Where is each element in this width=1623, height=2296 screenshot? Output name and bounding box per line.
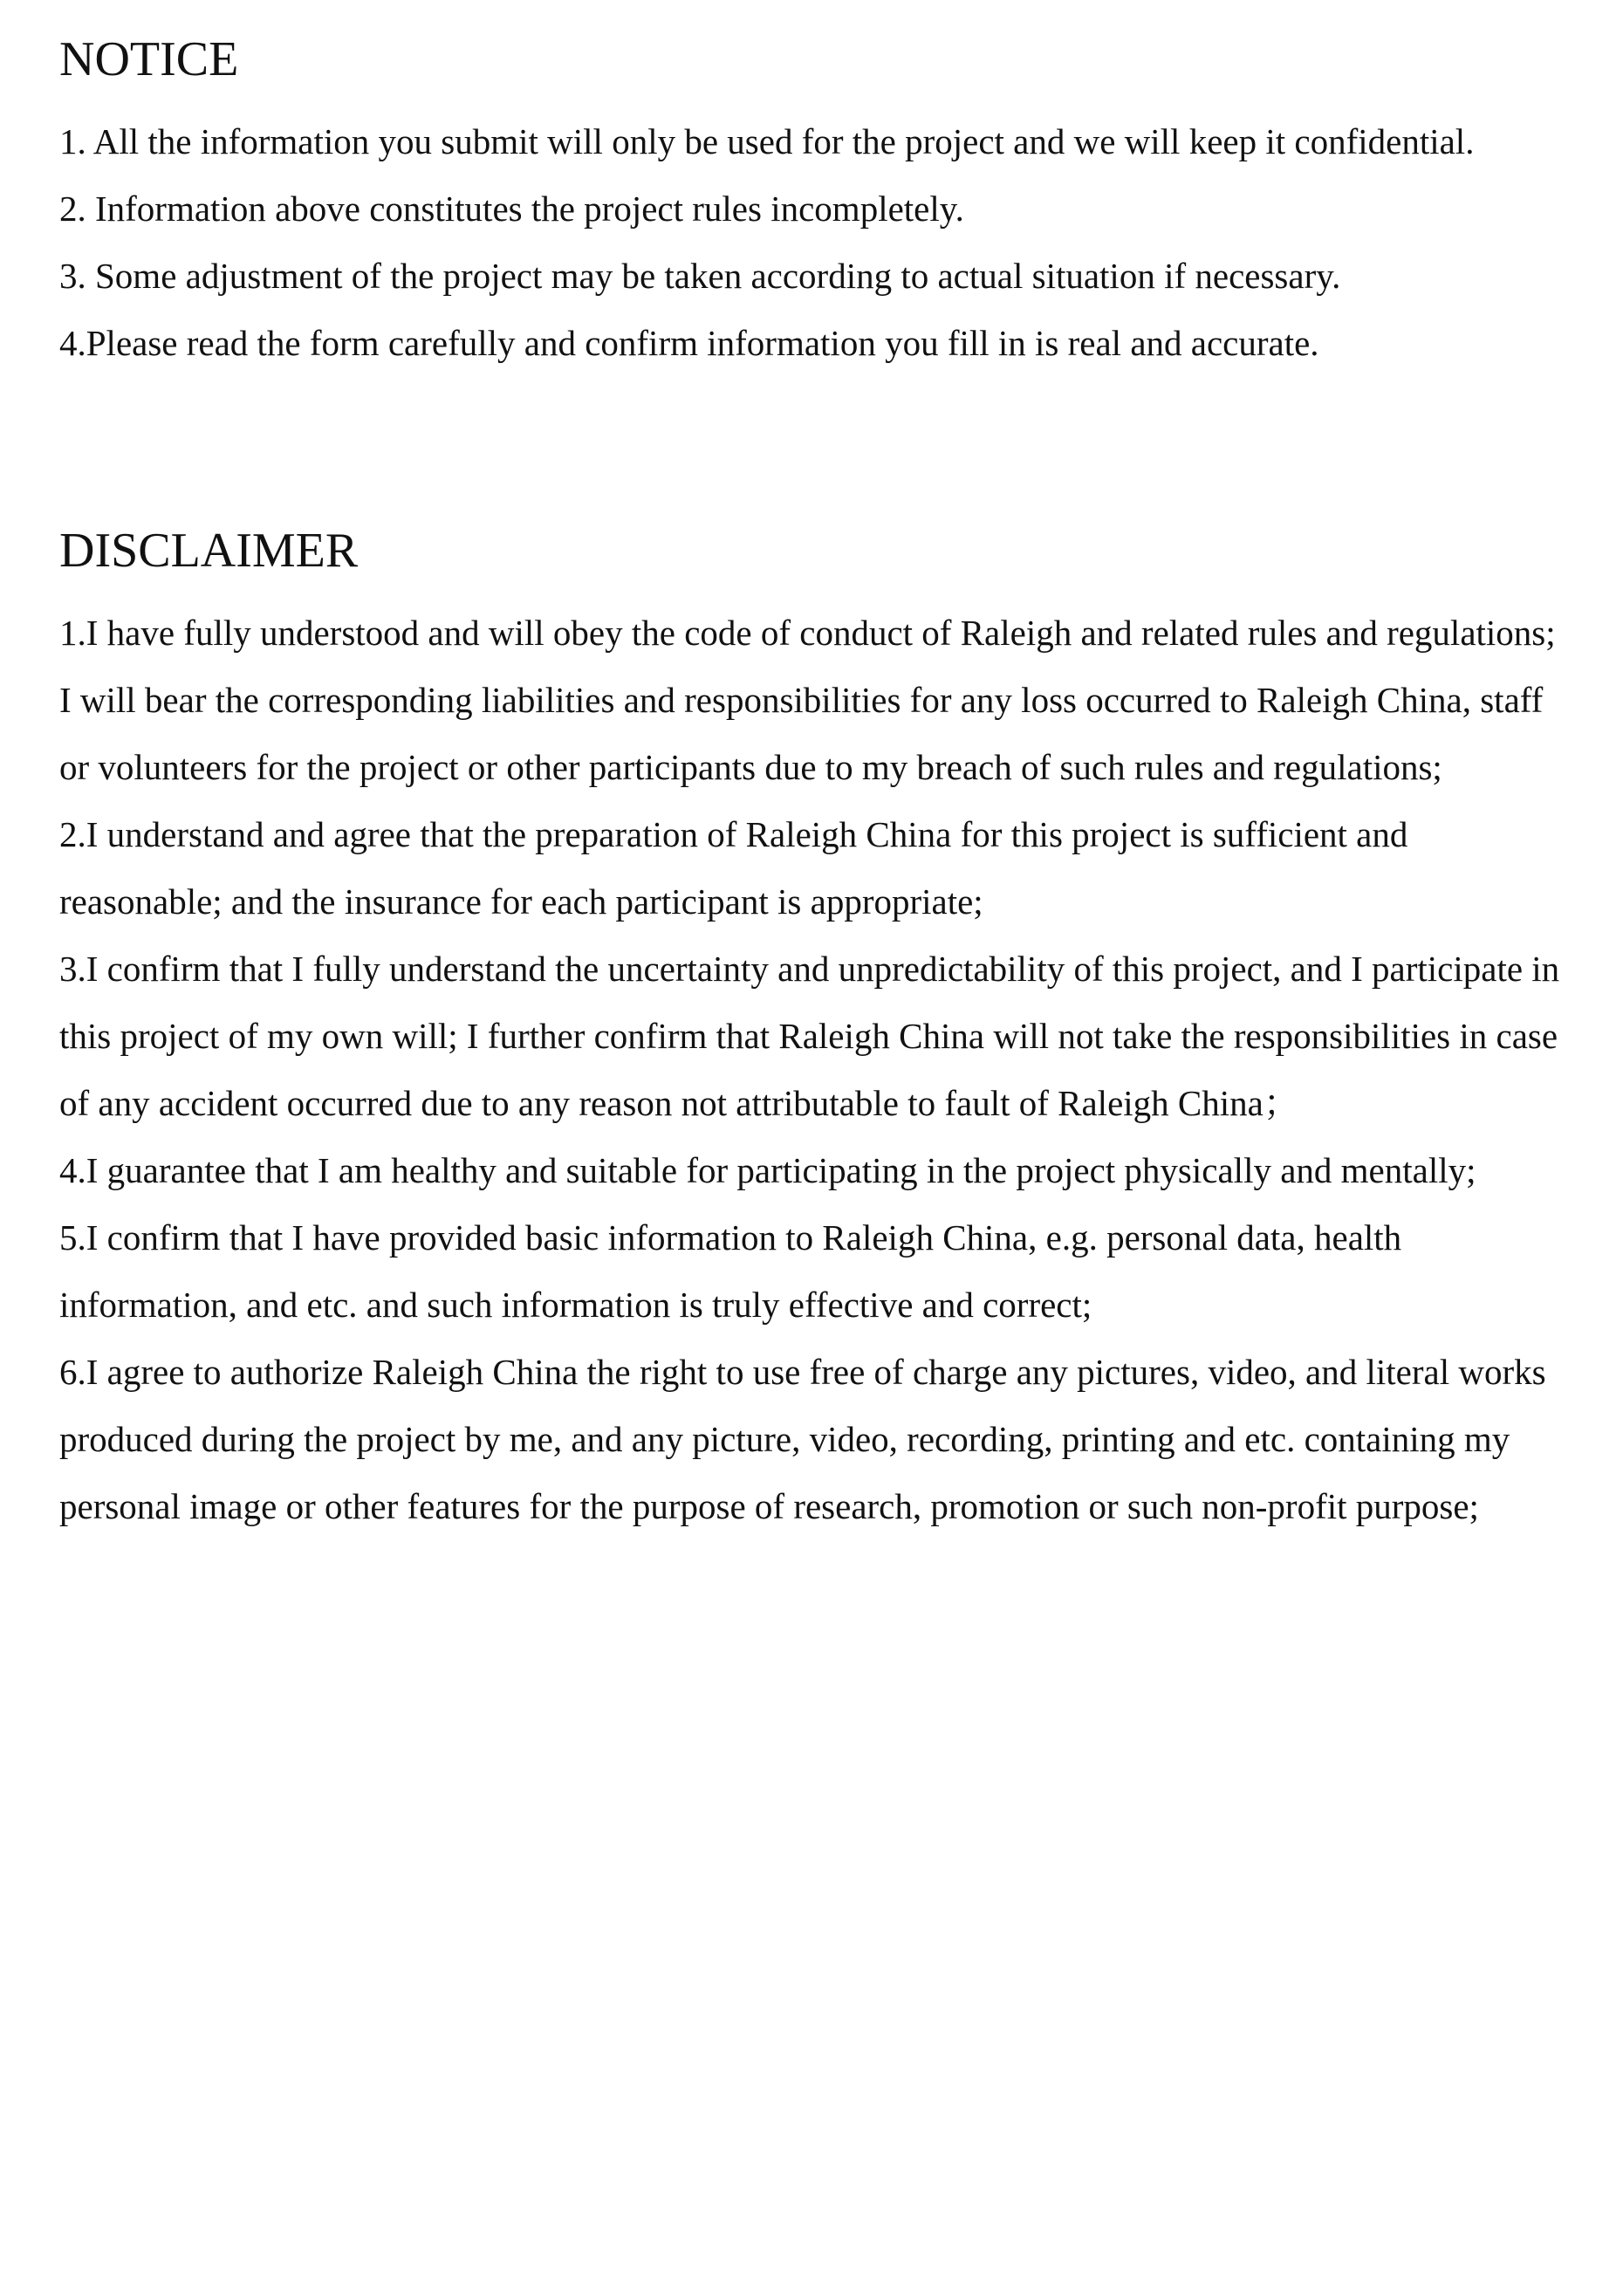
notice-list (59, 108, 1569, 377)
disclaimer-item: 2.I understand and agree that the preparation of Raleigh China for this project is sufficient and reasonable; and the insurance for each participant is appropriate; (59, 814, 1408, 922)
disclaimer-list (59, 600, 1569, 1540)
disclaimer-item: 1.I have fully understood and will obey the code of conduct of Raleigh and related rules and regulations; I will bear the corresponding liabilities and responsibilities for any loss occurred to Raleigh China, staff or volunteers for the project or other participants due to my breach of such rules and regulations; (59, 613, 1556, 787)
notice-item: 3. Some adjustment of the project may be taken according to actual situation if necessary. (59, 256, 1341, 296)
disclaimer-item: 4.I guarantee that I am healthy and suitable for participating in the project physically and mentally; (59, 1150, 1476, 1190)
disclaimer-item: 5.I confirm that I have provided basic information to Raleigh China, e.g. personal data, health information, and etc. and such information is truly effective and correct; (59, 1217, 1402, 1325)
disclaimer-item: 6.I agree to authorize Raleigh China the right to use free of charge any pictures, video, and literal works produced during the project by me, and any picture, video, recording, printing and etc. containing my personal image or other features for the purpose of research, promotion or such non-profit purpose; (59, 1352, 1546, 1526)
notice-item: 4.Please read the form carefully and confirm information you fill in is real and accurate. (59, 323, 1319, 363)
disclaimer-heading: DISCLAIMER (59, 524, 359, 578)
disclaimer-item: 3.I confirm that I fully understand the uncertainty and unpredictability of this project, and I participate in this project of my own will; I further confirm that Raleigh China will not take the responsibilities in case of any accident occurred due to any reason not attributable to fault of Raleigh China； (59, 949, 1560, 1123)
notice-heading: NOTICE (59, 32, 239, 86)
notice-item: 1. All the information you submit will only be used for the project and we will keep it confidential. (59, 121, 1475, 161)
notice-item: 2. Information above constitutes the project rules incompletely. (59, 188, 964, 229)
